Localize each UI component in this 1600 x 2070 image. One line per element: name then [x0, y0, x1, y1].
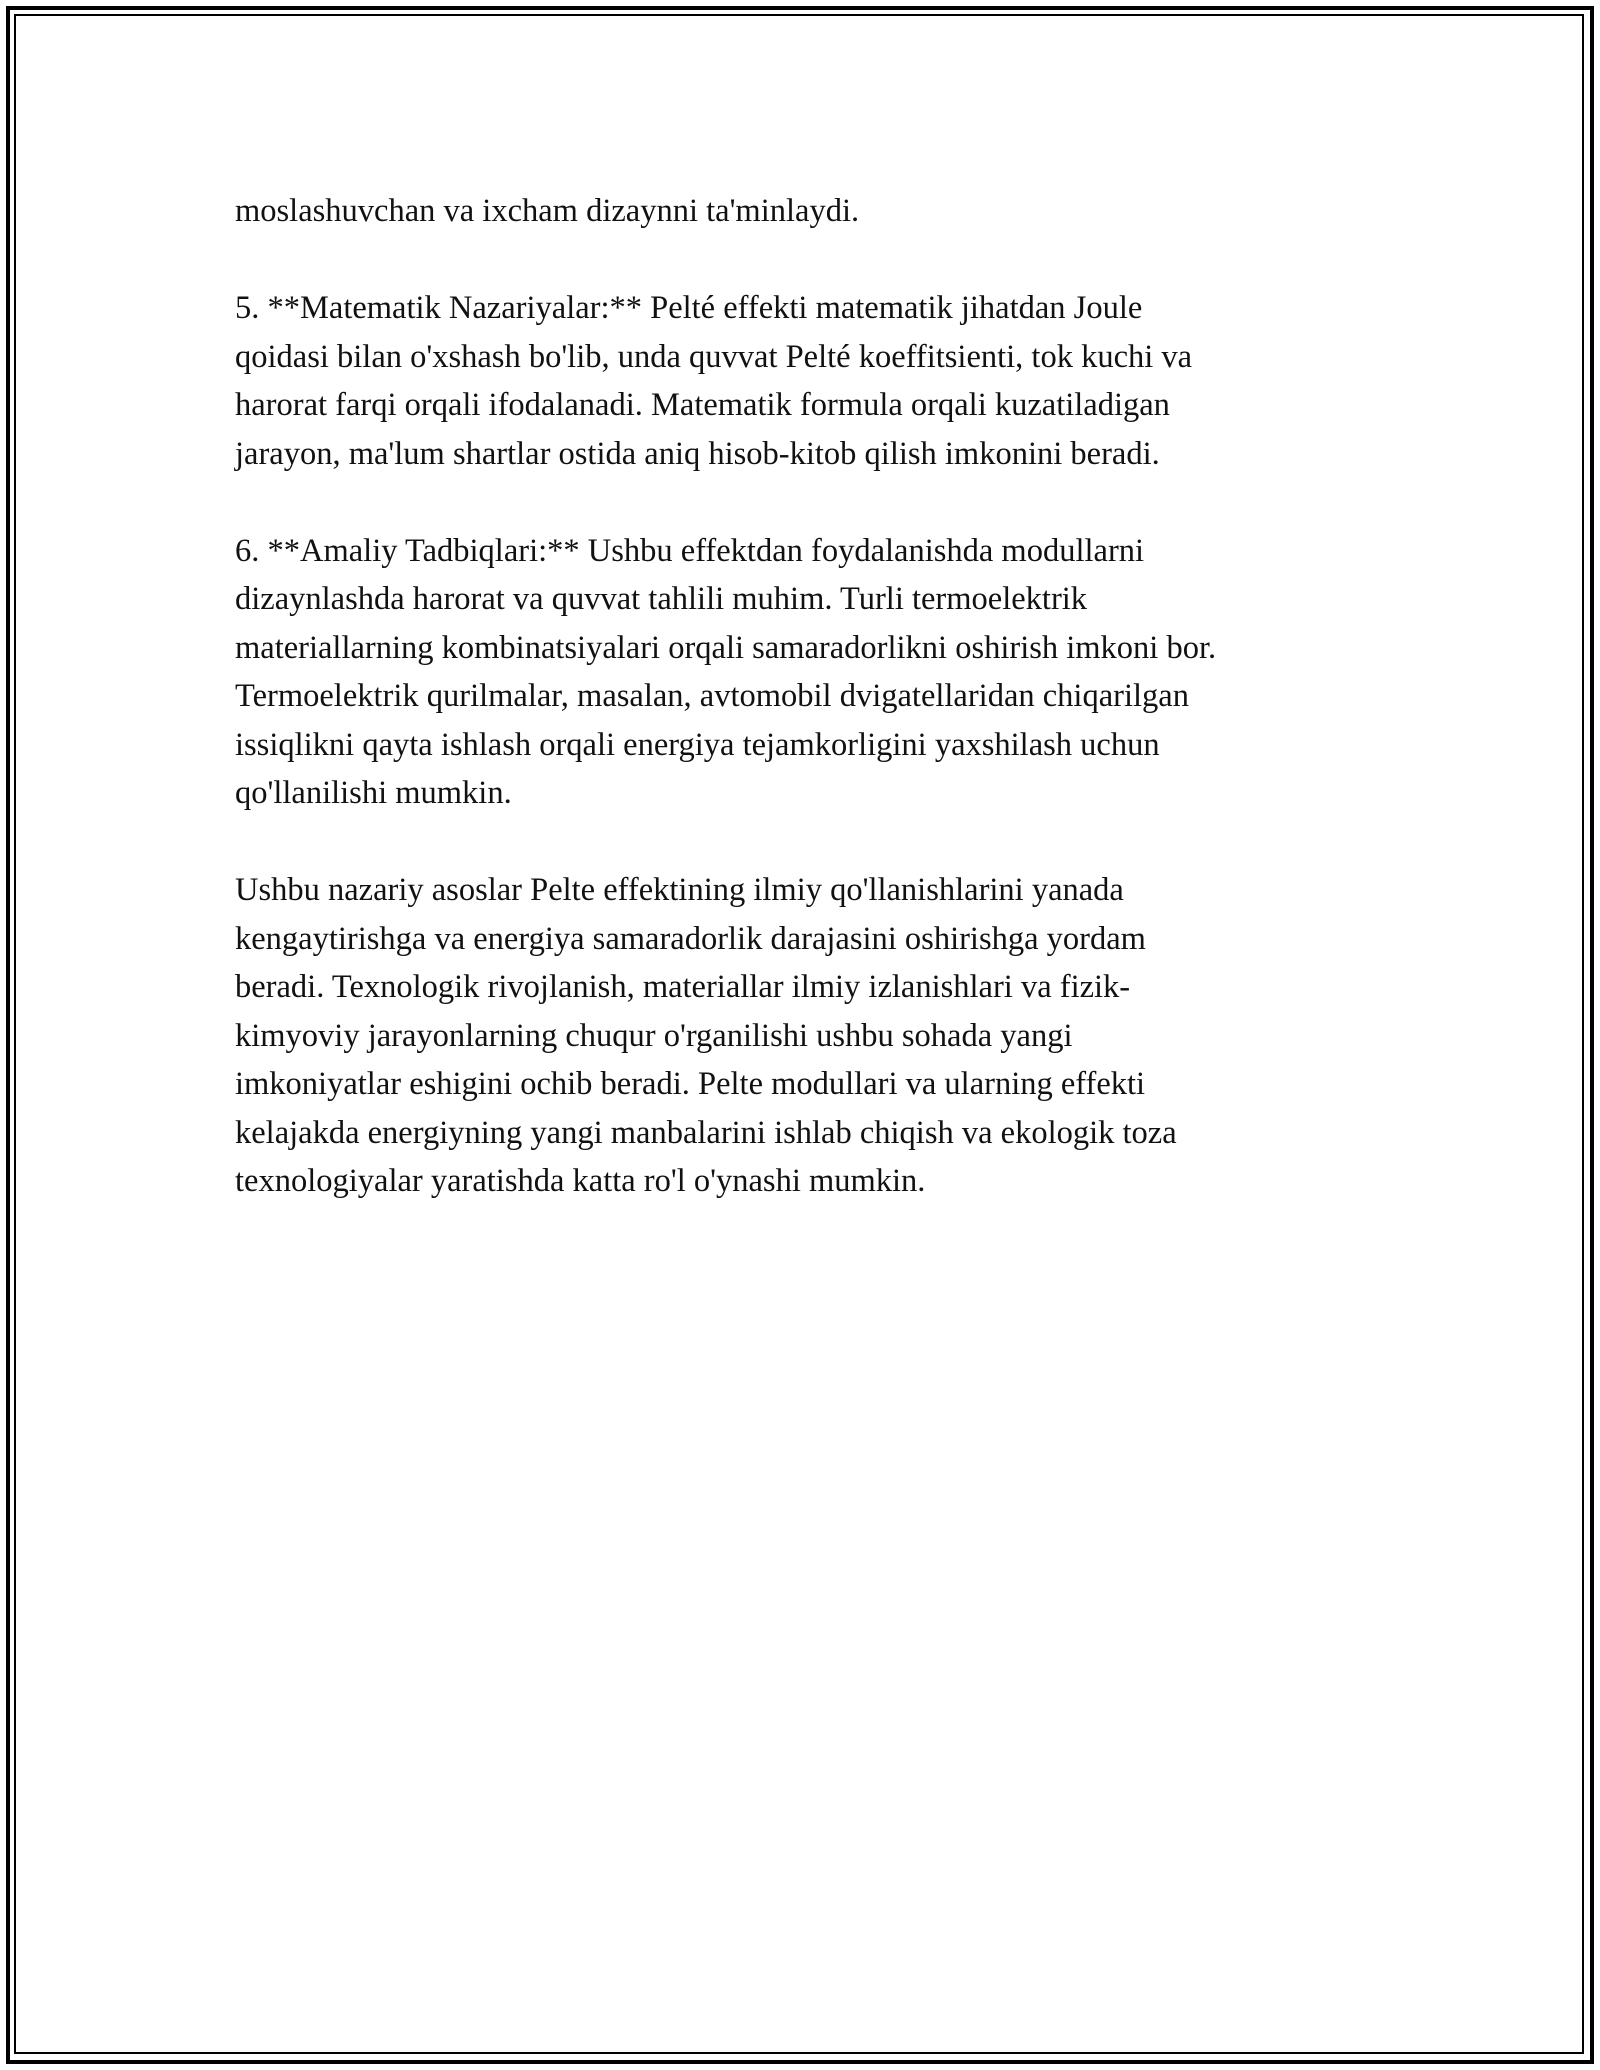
paragraph-continuation: moslashuvchan va ixcham dizaynni ta'minlaydi.: [235, 193, 860, 229]
paragraph-conclusion: Ushbu nazariy asoslar Pelte effektining ilmiy qo'llanishlarini yanada kengaytirishga va energiya samaradorlik darajasini oshirishga yordam beradi. Texnologik rivojlanish, materiallar ilmiy izlanishlari va fizik- kimyoviy jarayonlarning chuqur o'rganilishi ushbu sohada yangi imkoniyatlar eshigini ochib beradi. Pelte modullari va ularning effekti kelajakda energiyning yangi manbalarini ishlab chiqish va ekologik toza texnologiyalar yaratishda katta ro'l o'ynashi mumkin.: [235, 872, 1177, 1199]
paragraph-practical-applications: 6. **Amaliy Tadbiqlari:** Ushbu effektdan foydalanishda modullarni dizaynlashda harorat va quvvat tahlili muhim. Turli termoelektrik materiallarning kombinatsiyalari orqali samaradorlikni oshirish imkoni bor. Termoelektrik qurilmalar, masalan, avtomobil dvigatellaridan chiqarilgan issiqlikni qayta ishlash orqali energiya tejamkorligini yaxshilash uchun qo'llanilishi mumkin.: [235, 532, 1217, 811]
paragraph-mathematical-theories: 5. **Matematik Nazariyalar:** Pelté effekti matematik jihatdan Joule qoidasi bilan o'xshash bo'lib, unda quvvat Pelté koeffitsienti, tok kuchi va harorat farqi orqali ifodalanadi. Matematik formula orqali kuzatiladigan jarayon, ma'lum shartlar ostida aniq hisob-kitob qilish imkonini beradi.: [235, 290, 1193, 472]
document-body: [235, 187, 1365, 1206]
